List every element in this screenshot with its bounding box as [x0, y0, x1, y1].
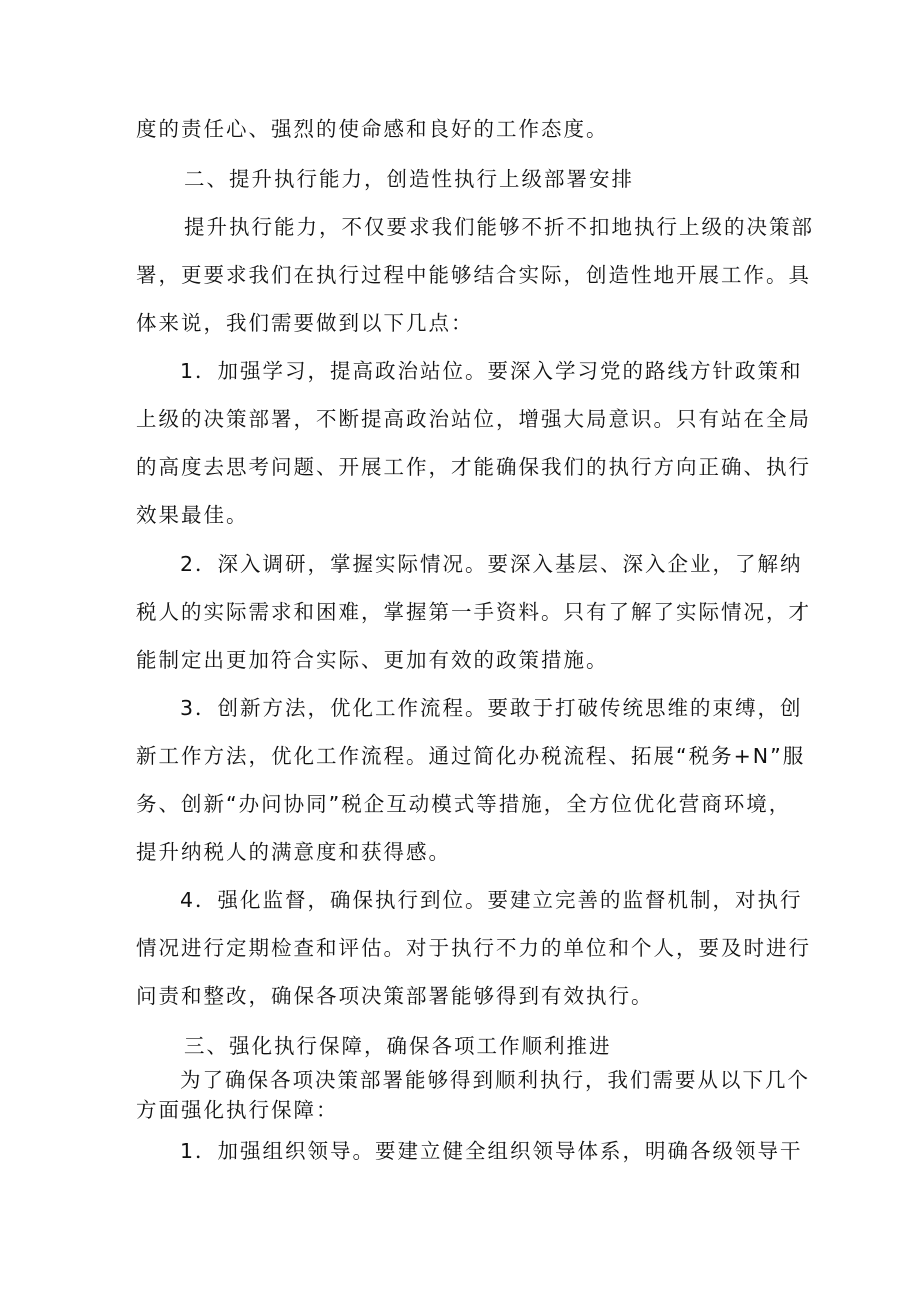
list-item-1-line-3: 的高度去思考问题、开展工作，才能确保我们的执行方向正确、执行: [136, 455, 811, 479]
list-item-4-line-2: 情况进行定期检查和评估。对于执行不力的单位和个人，要及时进行: [136, 936, 811, 960]
list-item-5-line-1: 1．加强组织领导。要建立健全组织领导体系，明确各级领导干: [180, 1139, 803, 1163]
list-item-2-line-1: 2．深入调研，掌握实际情况。要深入基层、深入企业，了解纳: [180, 552, 803, 576]
paragraph-p1-line-1: 提升执行能力，不仅要求我们能够不折不扣地执行上级的决策部: [184, 215, 814, 239]
list-item-2-line-3: 能制定出更加符合实际、更加有效的政策措施。: [136, 648, 609, 672]
list-item-1-line-2: 上级的决策部署，不断提高政治站位，增强大局意识。只有站在全局: [136, 407, 811, 431]
paragraph-p1-line-3: 体来说，我们需要做到以下几点：: [136, 311, 474, 335]
paragraph-p2-line-1: 为了确保各项决策部署能够得到顺利执行，我们需要从以下几个: [180, 1068, 810, 1092]
paragraph-p2-line-2: 方面强化执行保障：: [136, 1098, 339, 1122]
paragraph-p0-line-1: 度的责任心、强烈的使命感和良好的工作态度。: [136, 117, 609, 141]
list-item-1-line-4: 效果最佳。: [136, 503, 249, 527]
list-item-3-line-2: 新工作方法，优化工作流程。通过简化办税流程、拓展“税务+N”服: [136, 744, 806, 768]
list-item-1-line-1: 1．加强学习，提高政治站位。要深入学习党的路线方针政策和: [180, 359, 803, 383]
list-item-2-line-2: 税人的实际需求和困难，掌握第一手资料。只有了解了实际情况，才: [136, 600, 811, 624]
paragraph-p1-line-2: 署，更要求我们在执行过程中能够结合实际，创造性地开展工作。具: [136, 263, 811, 287]
list-item-3-line-3: 务、创新“办问协同”税企互动模式等措施，全方位优化营商环境，: [136, 792, 792, 816]
list-item-3-line-4: 提升纳税人的满意度和获得感。: [136, 840, 451, 864]
list-item-4-line-1: 4．强化监督，确保执行到位。要建立完善的监督机制，对执行: [180, 888, 803, 912]
list-item-3-line-1: 3．创新方法，优化工作流程。要敢于打破传统思维的束缚，创: [180, 696, 803, 720]
section-heading-3: 三、强化执行保障，确保各项工作顺利推进: [184, 1034, 612, 1058]
section-heading-2: 二、提升执行能力，创造性执行上级部署安排: [184, 167, 634, 191]
list-item-4-line-3: 问责和整改，确保各项决策部署能够得到有效执行。: [136, 984, 654, 1008]
